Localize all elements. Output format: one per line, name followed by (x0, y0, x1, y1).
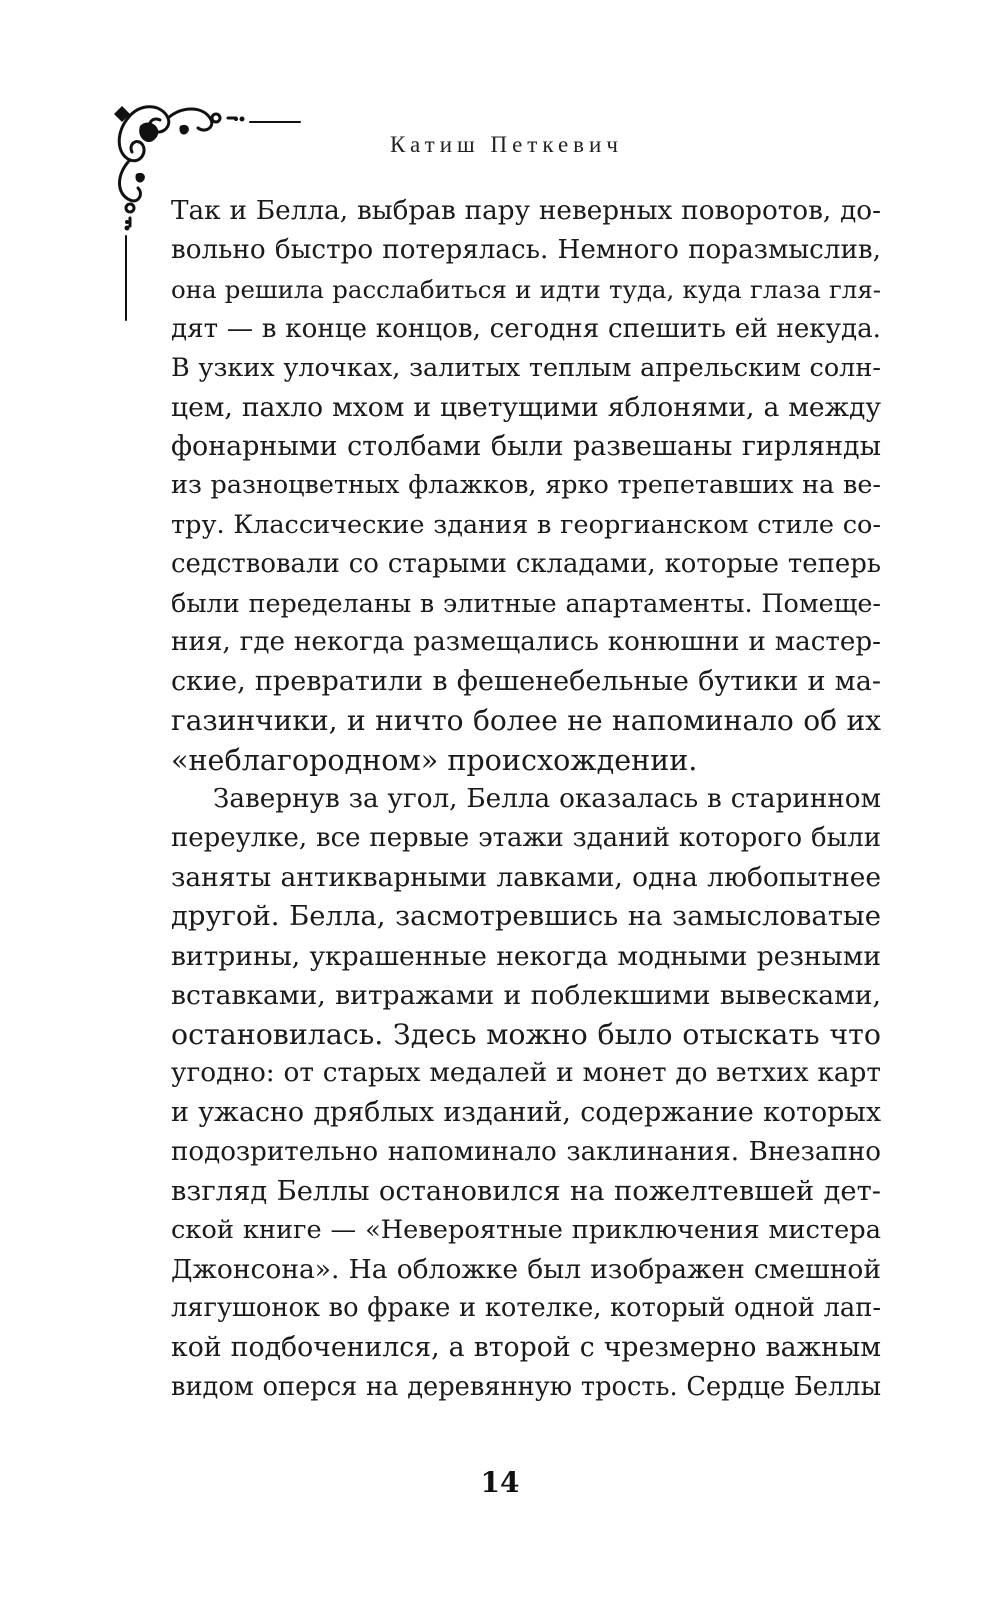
text-line: из разноцветных флажков, ярко трепетавших на ве- (171, 470, 881, 501)
text-line: цем, пахло мхом и цветущими яблонями, а между (171, 391, 881, 423)
text-line: газинчики, и ничто более не напоминало об их (171, 704, 881, 738)
text-line: ские, превратили в фешенебельные бутики и ма- (171, 666, 881, 698)
text-line: вольно быстро потерялась. Немного поразмыслив, (171, 235, 881, 266)
paragraph (171, 192, 881, 780)
text-line: угодно: от старых медалей и монет до ветхих карт (171, 1058, 881, 1089)
text-line: она решила расслабиться и идти туда, куда глаза гля- (171, 275, 881, 305)
text-line: Так и Белла, выбрав пару неверных поворотов, до- (171, 196, 881, 226)
text-line: были переделаны в элитные апартаменты. Помеще- (171, 587, 881, 618)
body-text (171, 192, 881, 1407)
text-line: дят — в конце концов, сегодня спешить ей некуда. (171, 313, 881, 344)
text-line: витрины, украшенные некогда модными резными (171, 940, 881, 972)
text-line: тру. Классические здания в георгианском стиле со- (171, 509, 881, 540)
text-line: взгляд Беллы остановился на пожелтевшей дет- (171, 1175, 881, 1207)
text-line: ской книге — «Невероятные приключения мистера (171, 1214, 881, 1245)
text-line: седствовали со старыми складами, которые теперь (171, 548, 881, 579)
text-line: Джонсона». На обложке был изображен смешной (171, 1254, 881, 1286)
text-line: подозрительно напоминало заклинания. Внезапно (171, 1136, 881, 1167)
text-line: вставками, витражами и поблекшими вывесками, (171, 979, 881, 1011)
text-line: заняты антикварными лавками, одна любопытнее (171, 862, 881, 894)
text-line: лягушонок во фраке и котелке, который одной лап- (171, 1293, 881, 1324)
paragraph (171, 780, 881, 1407)
text-line: и ужасно дряблых изданий, содержание которых (171, 1097, 881, 1129)
text-line: видом оперся на деревянную трость. Сердце Беллы (171, 1371, 881, 1402)
text-line: переулке, все первые этажи зданий которого были (171, 823, 881, 853)
text-line: В узких улочках, залитых теплым апрельским солн- (171, 352, 881, 383)
running-header-author: Катиш Петкевич (390, 132, 623, 157)
text-line: кой подбоченился, а второй с чрезмерно важным (171, 1332, 881, 1364)
text-line: другой. Белла, засмотревшись на замысловатые (171, 901, 881, 933)
text-line: ния, где некогда размещались конюшни и мастер- (171, 627, 881, 658)
page-number: 14 (480, 1466, 520, 1499)
text-line: фонарными столбами были развешаны гирлянды (171, 431, 881, 463)
text-line: «неблагородном» происхождении. (171, 742, 698, 777)
text-line: остановилась. Здесь можно было отыскать что (171, 1017, 881, 1051)
text-line: Завернув за угол, Белла оказалась в старинном (213, 783, 881, 814)
